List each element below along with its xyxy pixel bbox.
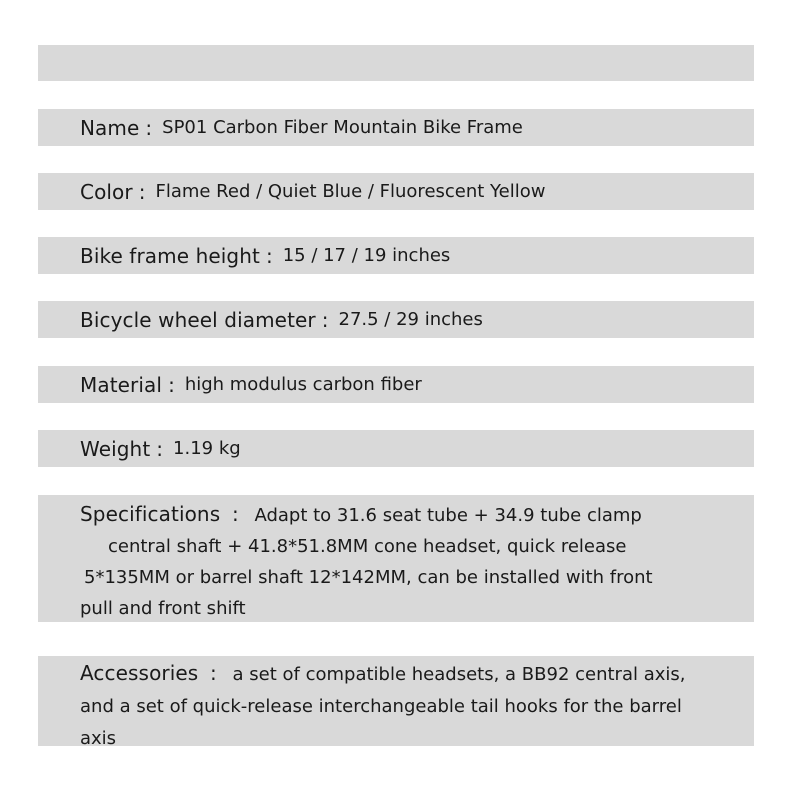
spec-label-color: Color [80, 179, 133, 204]
spec-label-name: Name [80, 115, 140, 140]
spec-separator: : [156, 436, 164, 461]
spec-row-wheel-diameter [38, 301, 754, 338]
spec-row-weight [38, 430, 754, 467]
spec-text-line: central shaft + 41.8*51.8MM cone headset, quick release [108, 536, 627, 557]
spec-line [80, 499, 754, 531]
spec-row-specifications [38, 495, 754, 622]
spec-separator: : [321, 307, 329, 332]
spec-row-color [38, 173, 754, 210]
spec-label-wheel-diameter: Bicycle wheel diameter [80, 307, 316, 332]
spec-row-name [38, 109, 754, 146]
spec-value-frame-height: 15 / 17 / 19 inches [282, 244, 451, 266]
header-band [38, 45, 754, 81]
spec-separator: : [265, 243, 273, 268]
spec-label-weight: Weight [80, 436, 151, 461]
spec-text-line: 5*135MM or barrel shaft 12*142MM, can be installed with front [84, 567, 653, 588]
spec-separator: : [138, 179, 146, 204]
spec-text-line: Adapt to 31.6 seat tube + 34.9 tube clamp [254, 505, 642, 526]
spec-separator: : [210, 661, 217, 685]
spec-line [80, 657, 754, 691]
spec-label-accessories: Accessories [80, 661, 199, 685]
spec-separator: : [168, 372, 175, 397]
spec-text-line: and a set of quick-release interchangeable tail hooks for the barrel [80, 696, 682, 717]
spec-value-weight: 1.19 kg [173, 437, 241, 459]
spec-value-wheel-diameter: 27.5 / 29 inches [338, 308, 483, 330]
spec-value-name: SP01 Carbon Fiber Mountain Bike Frame [162, 116, 523, 138]
spec-separator: : [145, 115, 153, 140]
spec-row-accessories [38, 656, 754, 749]
spec-value-material: high modulus carbon fiber [184, 373, 422, 395]
spec-label-specifications: Specifications [80, 502, 221, 526]
spec-value-color: Flame Red / Quiet Blue / Fluorescent Yellow [155, 180, 546, 202]
spec-separator: : [231, 502, 239, 526]
spec-row-material [38, 366, 754, 403]
spec-label-frame-height: Bike frame height [80, 243, 260, 268]
spec-row-frame-height [38, 237, 754, 274]
spec-text-line: pull and front shift [80, 598, 246, 619]
spec-text-line: a set of compatible headsets, a BB92 central axis, [232, 664, 686, 685]
spec-label-material: Material [80, 372, 163, 397]
spec-text-line: axis [80, 728, 117, 749]
